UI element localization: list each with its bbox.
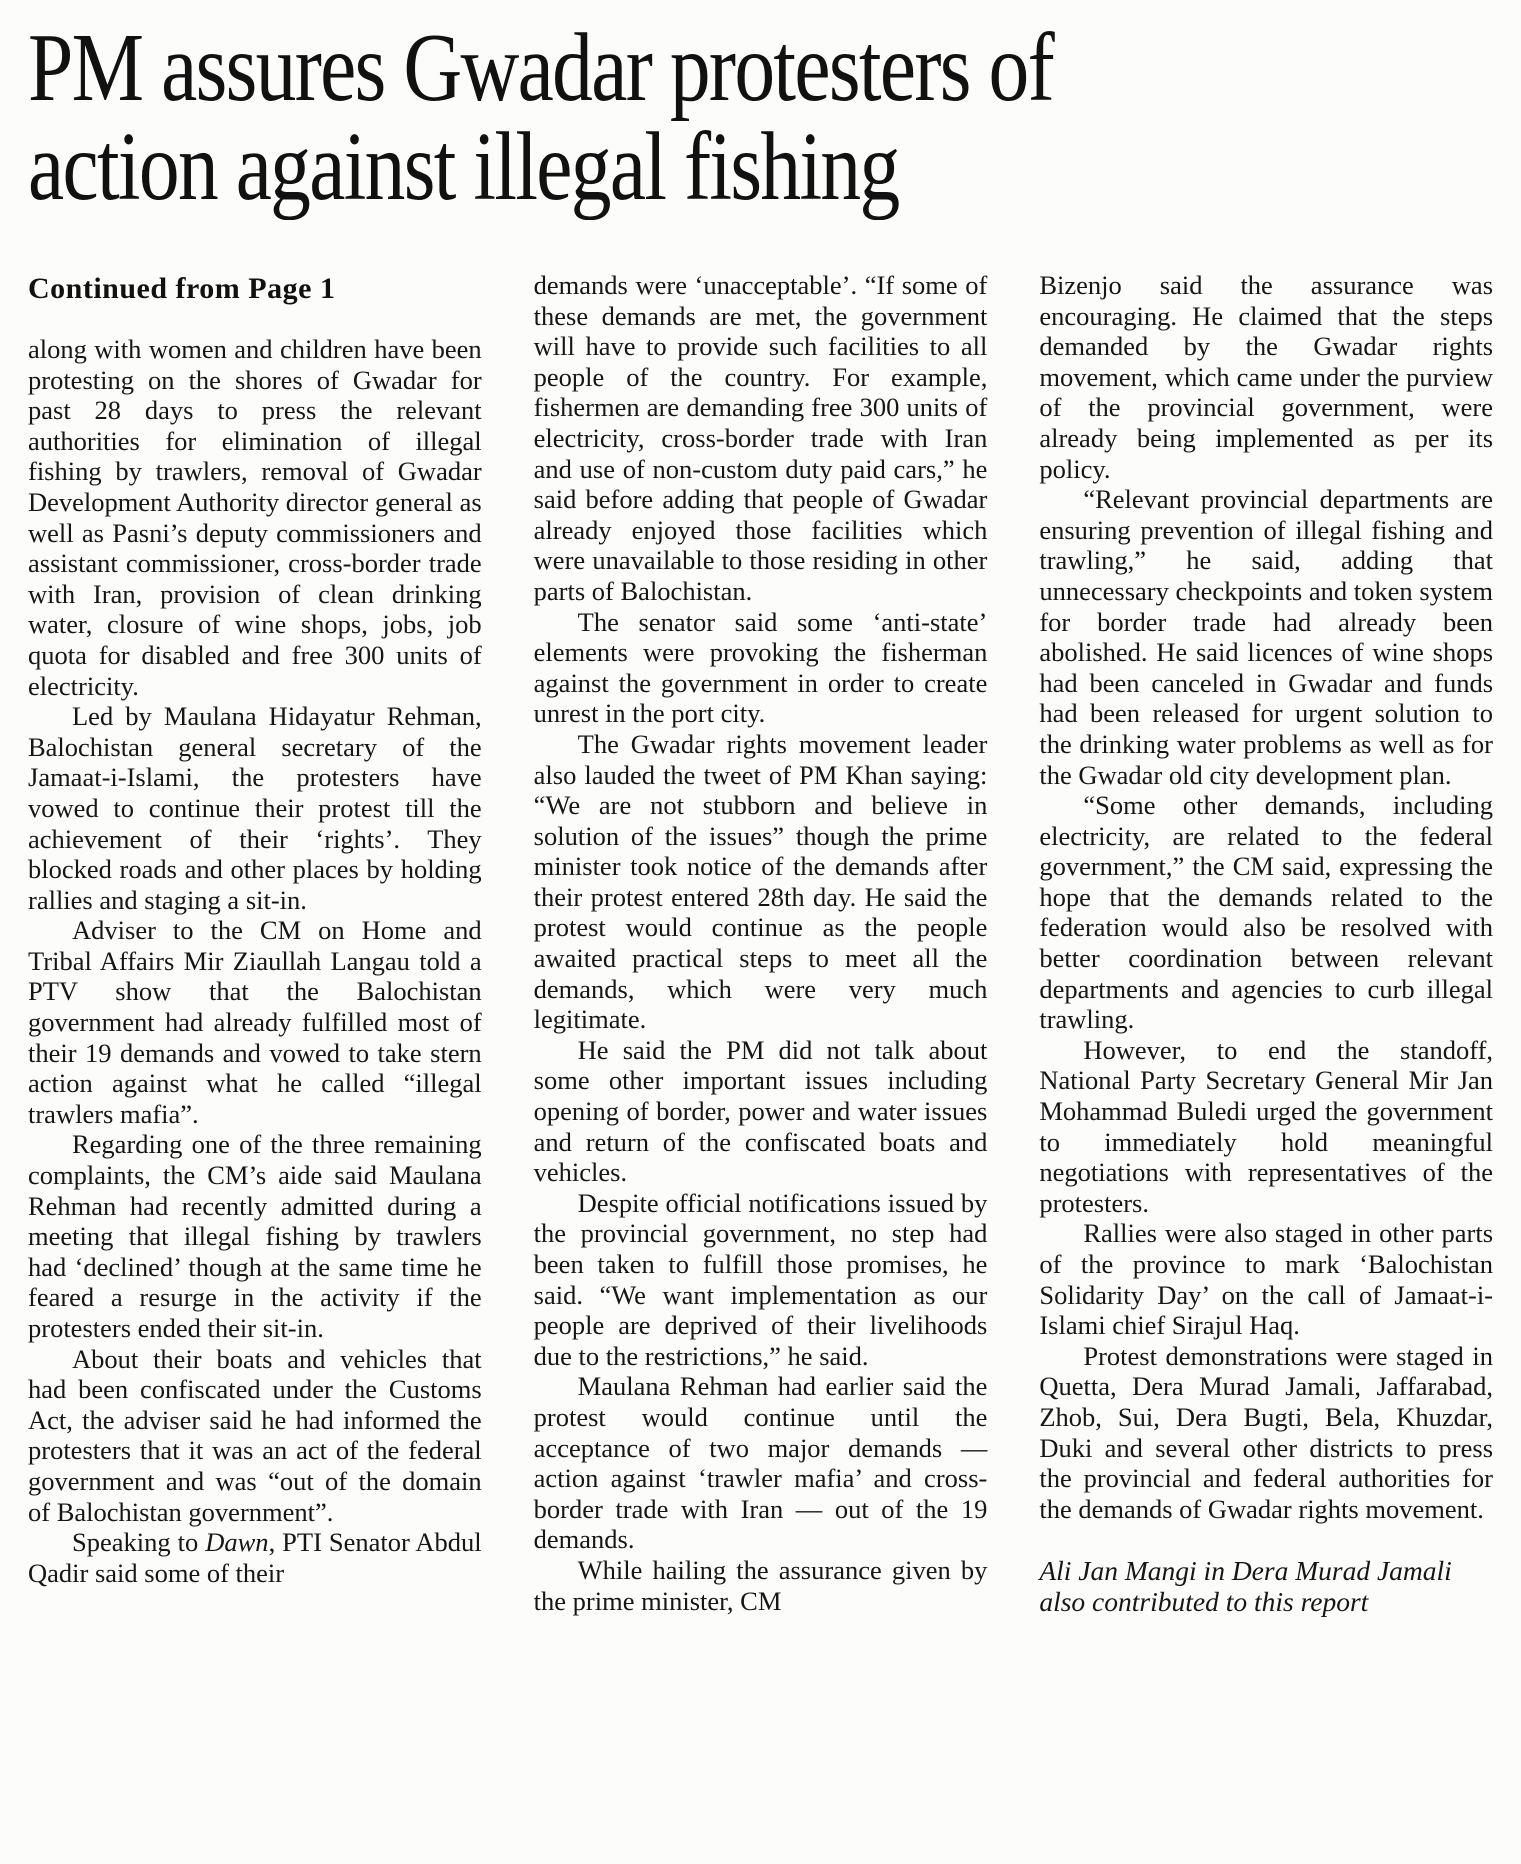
paragraph-text: He said the PM did not talk about some other important issues including opening of border, power and water issues and return of the confiscated boats and vehicles. — [533, 1034, 988, 1188]
article-paragraph — [1039, 270, 1493, 484]
headline-line-2: action against illegal fishing — [28, 113, 899, 220]
paragraph-text: The senator said some ‘anti-state’ elements were provoking the fisherman against the government in order to create unrest in the port city. — [533, 606, 988, 729]
paragraph-text: However, to end the standoff, National Party Secretary General Mir Jan Mohammad Buledi urged the government to immediately hold meaningful negotiations with representatives of the protesters. — [1039, 1034, 1494, 1218]
article-paragraph — [534, 270, 988, 607]
paragraph-text: “Some other demands, including electricity, are related to the federal government,” the CM said, expressing the hope that the demands related to the federation would also be resolved with better coordination between relevant departments and agencies to curb illegal trawling. — [1039, 790, 1494, 1035]
article-column-1 — [28, 270, 482, 1618]
article-paragraph — [534, 607, 988, 729]
paragraph-text: About their boats and vehicles that had been confiscated under the Customs Act, the adviser said he had informed the protesters that it was an act of the federal government and was “out of the domain of Balochistan government”. — [28, 1343, 482, 1527]
headline-line-1: PM assures Gwadar protesters of — [28, 14, 1054, 121]
article-columns — [28, 270, 1493, 1618]
column-3-body — [1039, 270, 1493, 1618]
paragraph-text: Rallies were also staged in other parts of the province to mark ‘Balochistan Solidarity Day’ on the call of Jamaat-i-Islami chief Sirajul Haq. — [1039, 1218, 1494, 1341]
article-paragraph — [1039, 1218, 1493, 1340]
article-paragraph — [28, 1344, 482, 1528]
publication-name: Dawn — [205, 1527, 269, 1558]
credit-line — [1039, 1556, 1493, 1617]
paragraph-text: Speaking to — [72, 1527, 206, 1558]
article-paragraph — [534, 1035, 988, 1188]
article-paragraph — [28, 1527, 482, 1588]
paragraph-text: Maulana Rehman had earlier said the protest would continue until the acceptance of two major demands — action against ‘trawler mafia’ and cross-border trade with Iran — out of the 19 demands. — [533, 1371, 988, 1555]
article-paragraph — [534, 729, 988, 1035]
article-paragraph — [28, 915, 482, 1129]
paragraph-text: The Gwadar rights movement leader also lauded the tweet of PM Khan saying: “We are not stubborn and believe in solution of the issues” though the prime minister took notice of the demands after their protest entered 28th day. He said the protest would continue as the people awaited practical steps to meet all the demands, which were very much legitimate. — [533, 728, 988, 1035]
paragraph-text: Regarding one of the three remaining complaints, the CM’s aide said Maulana Rehman had recently admitted during a meeting that illegal fishing by trawlers had ‘declined’ though at the same time he feared a resurge in the activity if the protesters ended their sit-in. — [28, 1129, 482, 1343]
article-paragraph — [1039, 1035, 1493, 1219]
paragraph-text: Protest demonstrations were staged in Quetta, Dera Murad Jamali, Jaffarabad, Zhob, Sui, Dera Bugti, Bela, Khuzdar, Duki and several other districts to press the provincial and federal authorities for the demands of Gwadar rights movement. — [1039, 1340, 1494, 1524]
column-1-body — [28, 334, 482, 1588]
paragraph-text: Adviser to the CM on Home and Tribal Affairs Mir Ziaullah Langau told a PTV show that the Balochistan government had already fulfilled most of their 19 demands and vowed to take stern action against what he called “illegal trawlers mafia”. — [28, 915, 482, 1129]
article-paragraph — [28, 701, 482, 915]
paragraph-text: , PTI Senator Abdul Qadir said some of their — [28, 1527, 482, 1588]
continued-from-label: Continued from Page 1 — [28, 272, 336, 305]
article-paragraph — [28, 1129, 482, 1343]
paragraph-text: along with women and children have been protesting on the shores of Gwadar for past 28 days to press the relevant authorities for elimination of illegal fishing by trawlers, removal of Gwadar Development Authority director general as well as Pasni’s deputy commissioners and assistant commissioner, cross-border trade with Iran, provision of clean drinking water, closure of wine shops, jobs, job quota for disabled and free 300 units of electricity. — [28, 334, 482, 701]
paragraph-text: Bizenjo said the assurance was encouraging. He claimed that the steps demanded by the Gwadar rights movement, which came under the purview of the provincial government, were already being implemented as per its policy. — [1039, 270, 1494, 484]
column-2-body — [534, 270, 988, 1616]
paragraph-text: “Relevant provincial departments are ensuring prevention of illegal fishing and trawling,” he said, adding that unnecessary checkpoints and token system for border trade had already been abolished. He said licences of wine shops had been canceled in Gwadar and funds had been released for urgent solution to the drinking water problems as well as for the Gwadar old city development plan. — [1039, 484, 1494, 790]
paragraph-text: Ali Jan Mangi in Dera Murad Jamali also contributed to this report — [1039, 1555, 1452, 1617]
paragraph-text: demands were ‘unacceptable’. “If some of these demands are met, the government will have to provide such facilities to all people of the country. For example, fishermen are demanding free 300 units of electricity, cross-border trade with Iran and use of non-custom duty paid cars,” he said before adding that people of Gwadar already enjoyed those facilities which were unavailable to those residing in other parts of Balochistan. — [533, 270, 988, 606]
paragraph-text: Led by Maulana Hidayatur Rehman, Balochistan general secretary of the Jamaat-i-Islami, the protesters have vowed to continue their protest till the achievement of their ‘rights’. They blocked roads and other places by holding rallies and staging a sit-in. — [28, 701, 482, 915]
article-column-2 — [534, 270, 988, 1618]
article-paragraph — [1039, 790, 1493, 1035]
article-paragraph — [534, 1371, 988, 1555]
article-paragraph — [534, 1188, 988, 1372]
article-paragraph — [28, 334, 482, 701]
paragraph-text: Despite official notifications issued by the provincial government, no step had been taken to fulfill those promises, he said. “We want implementation as our people are deprived of their livelihoods due to the restrictions,” he said. — [533, 1187, 988, 1371]
article-headline — [28, 14, 1259, 220]
article-paragraph — [534, 1555, 988, 1616]
article-column-3 — [1039, 270, 1493, 1618]
paragraph-text: While hailing the assurance given by the prime minister, CM — [533, 1554, 988, 1616]
article-paragraph — [1039, 484, 1493, 790]
article-paragraph — [1039, 1341, 1493, 1525]
